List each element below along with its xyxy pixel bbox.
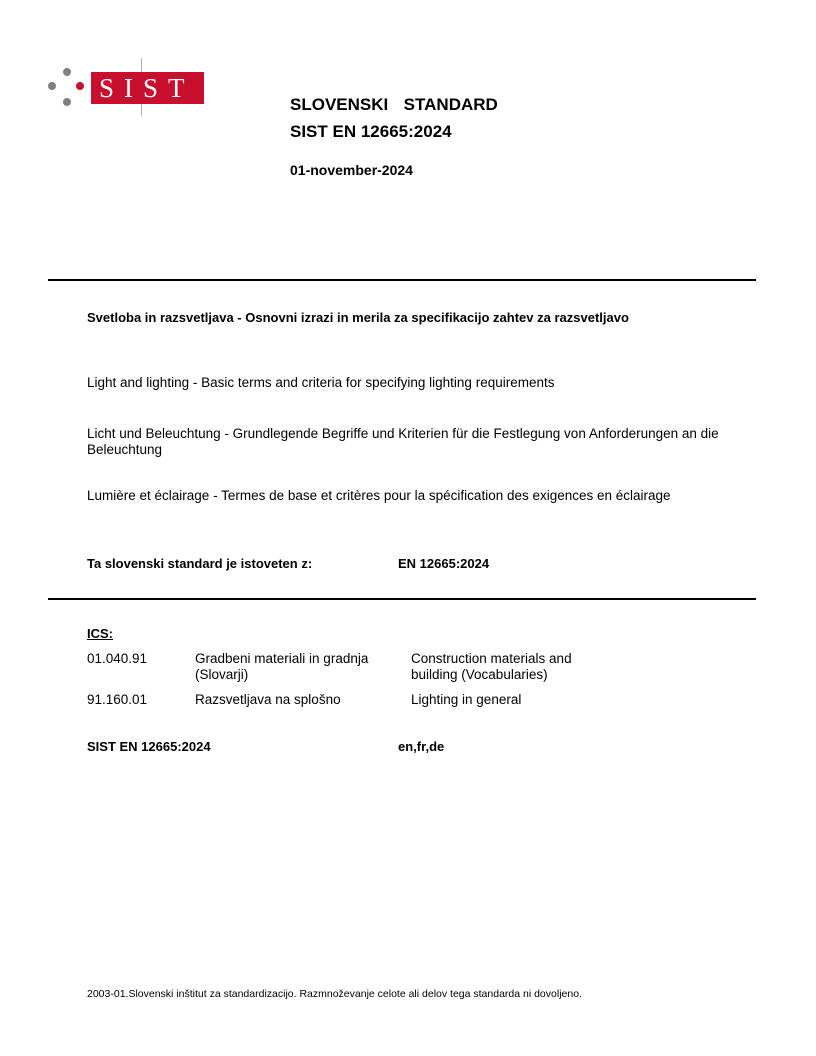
ics-heading: ICS: <box>87 626 113 641</box>
title-german: Licht und Beleuchtung - Grundlegende Begriffe und Kriterien für die Festlegung von Anforderungen an die Beleuchtung <box>87 426 719 457</box>
footer-standard-code: SIST EN 12665:2024 <box>87 739 211 754</box>
title-english: Light and lighting - Basic terms and criteria for specifying lighting requirements <box>87 375 555 390</box>
ics-code: 91.160.01 <box>87 692 148 707</box>
standard-type: SLOVENSKI STANDARD <box>290 95 498 114</box>
title-slovenian: Svetloba in razsvetljava - Osnovni izrazi in merila za specifikacijo zahtev za razsvetljavo <box>87 310 629 325</box>
standard-code: SIST EN 12665:2024 <box>290 122 452 141</box>
footer-languages: en,fr,de <box>398 739 445 754</box>
identity-value: EN 12665:2024 <box>398 556 490 571</box>
ics-description-en: Construction materials and building (Vocabularies) <box>411 651 572 682</box>
ics-description-sl: Razsvetljava na splošno <box>195 692 341 707</box>
divider-top <box>48 279 756 281</box>
title-french: Lumière et éclairage - Termes de base et critères pour la spécification des exigences en éclairage <box>87 488 671 503</box>
copyright-notice: 2003-01.Slovenski inštitut za standardizacijo. Razmnoževanje celote ali delov tega standarda ni dovoljeno. <box>87 988 582 1000</box>
logo-dots-icon <box>46 66 86 110</box>
ics-description-en: Lighting in general <box>411 692 522 707</box>
publication-date: 01-november-2024 <box>290 162 413 178</box>
divider-bottom <box>48 598 756 600</box>
logo-text: SIST <box>91 72 204 104</box>
identity-label: Ta slovenski standard je istoveten z: <box>87 556 313 571</box>
ics-code: 01.040.91 <box>87 651 148 666</box>
ics-description-sl: Gradbeni materiali in gradnja (Slovarji) <box>195 651 369 682</box>
